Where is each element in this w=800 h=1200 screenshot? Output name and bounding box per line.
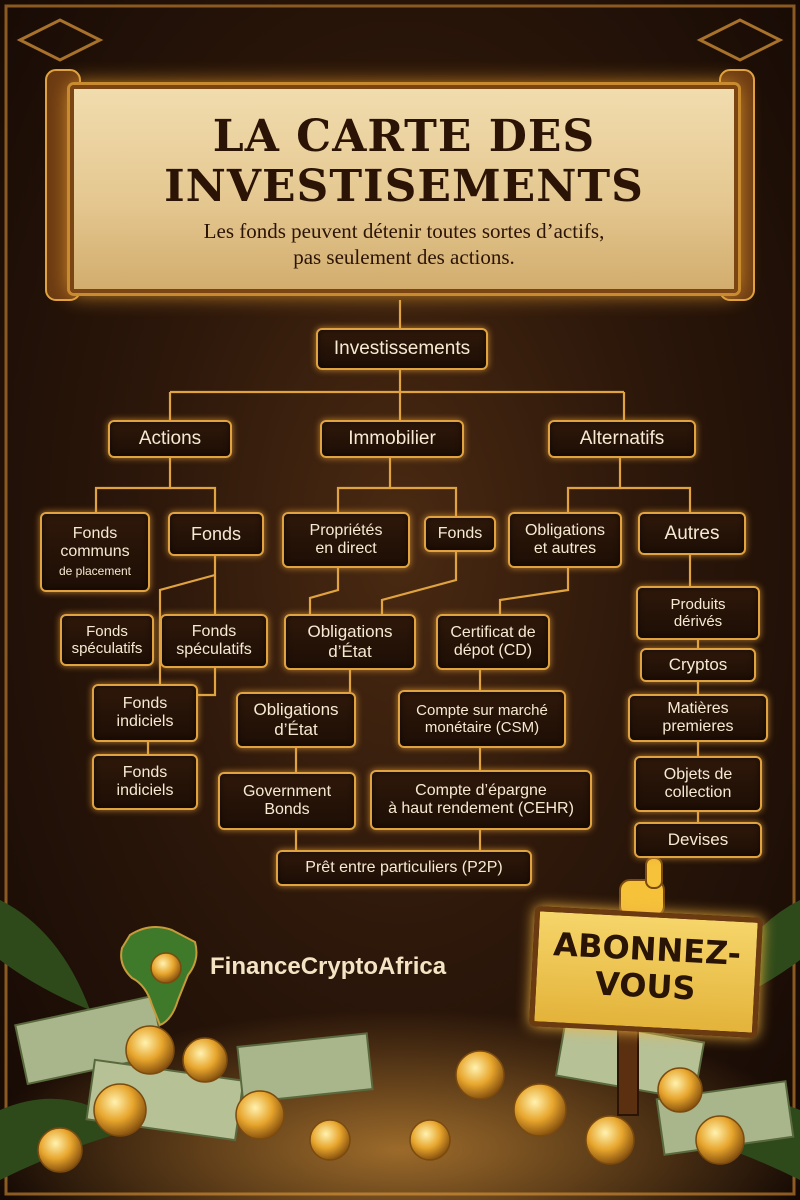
node-fonds-speculatifs-1: Fonds spéculatifs <box>60 614 154 666</box>
node-pret-p2p: Prêt entre particuliers (P2P) <box>276 850 532 886</box>
node-immobilier: Immobilier <box>320 420 464 458</box>
node-fonds-actions: Fonds <box>168 512 264 556</box>
page-title-line1: LA CARTE DES <box>212 111 596 162</box>
node-objets-de-collection: Objets de collection <box>634 756 762 812</box>
node-fonds-indiciels-1: Fonds indiciels <box>92 684 198 742</box>
node-certificat-de-depot: Certificat de dépot (CD) <box>436 614 550 670</box>
node-fonds-indiciels-2: Fonds indiciels <box>92 754 198 810</box>
node-government-bonds: Government Bonds <box>218 772 356 830</box>
title-banner <box>70 85 738 293</box>
node-produits-derives: Produits dérivés <box>636 586 760 640</box>
brand-name: FinanceCryptoAfrica <box>210 953 447 980</box>
node-cryptos: Cryptos <box>640 648 756 682</box>
thumbs-up-icon <box>620 858 664 916</box>
node-fonds-communs: Fonds communs de placement <box>40 512 150 592</box>
node-obligations-etat-2: Obligations d’État <box>236 692 356 748</box>
node-proprietes-en-direct: Propriétés en direct <box>282 512 410 568</box>
node-devises: Devises <box>634 822 762 858</box>
corner-ornament-icon <box>20 20 780 60</box>
node-alternatifs: Alternatifs <box>548 420 696 458</box>
node-compte-marche-monetaire: Compte sur marché monétaire (CSM) <box>398 690 566 748</box>
sign-line2: VOUS <box>594 964 697 1008</box>
node-actions: Actions <box>108 420 232 458</box>
node-autres: Autres <box>638 512 746 555</box>
node-matieres-premieres: Matières premieres <box>628 694 768 742</box>
node-obligations-etat-1: Obligations d’État <box>284 614 416 670</box>
node-investissements: Investissements <box>316 328 488 370</box>
page-title-line2: INVESTISEMENTS <box>164 161 644 212</box>
sign-line1: ABONNEZ- <box>552 925 742 973</box>
node-fonds-immobilier: Fonds <box>424 516 496 552</box>
node-fonds-speculatifs-2: Fonds spéculatifs <box>160 614 268 668</box>
subtitle-line2: pas seulement des actions. <box>293 245 515 269</box>
sign-post <box>618 1020 638 1115</box>
subtitle-line1: Les fonds peuvent détenir toutes sortes d’actifs, <box>203 219 605 243</box>
subscribe-sign[interactable] <box>529 906 763 1038</box>
node-obligations-et-autres: Obligations et autres <box>508 512 622 568</box>
node-compte-epargne-haut-rendement: Compte d’épargne à haut rendement (CEHR) <box>370 770 592 830</box>
